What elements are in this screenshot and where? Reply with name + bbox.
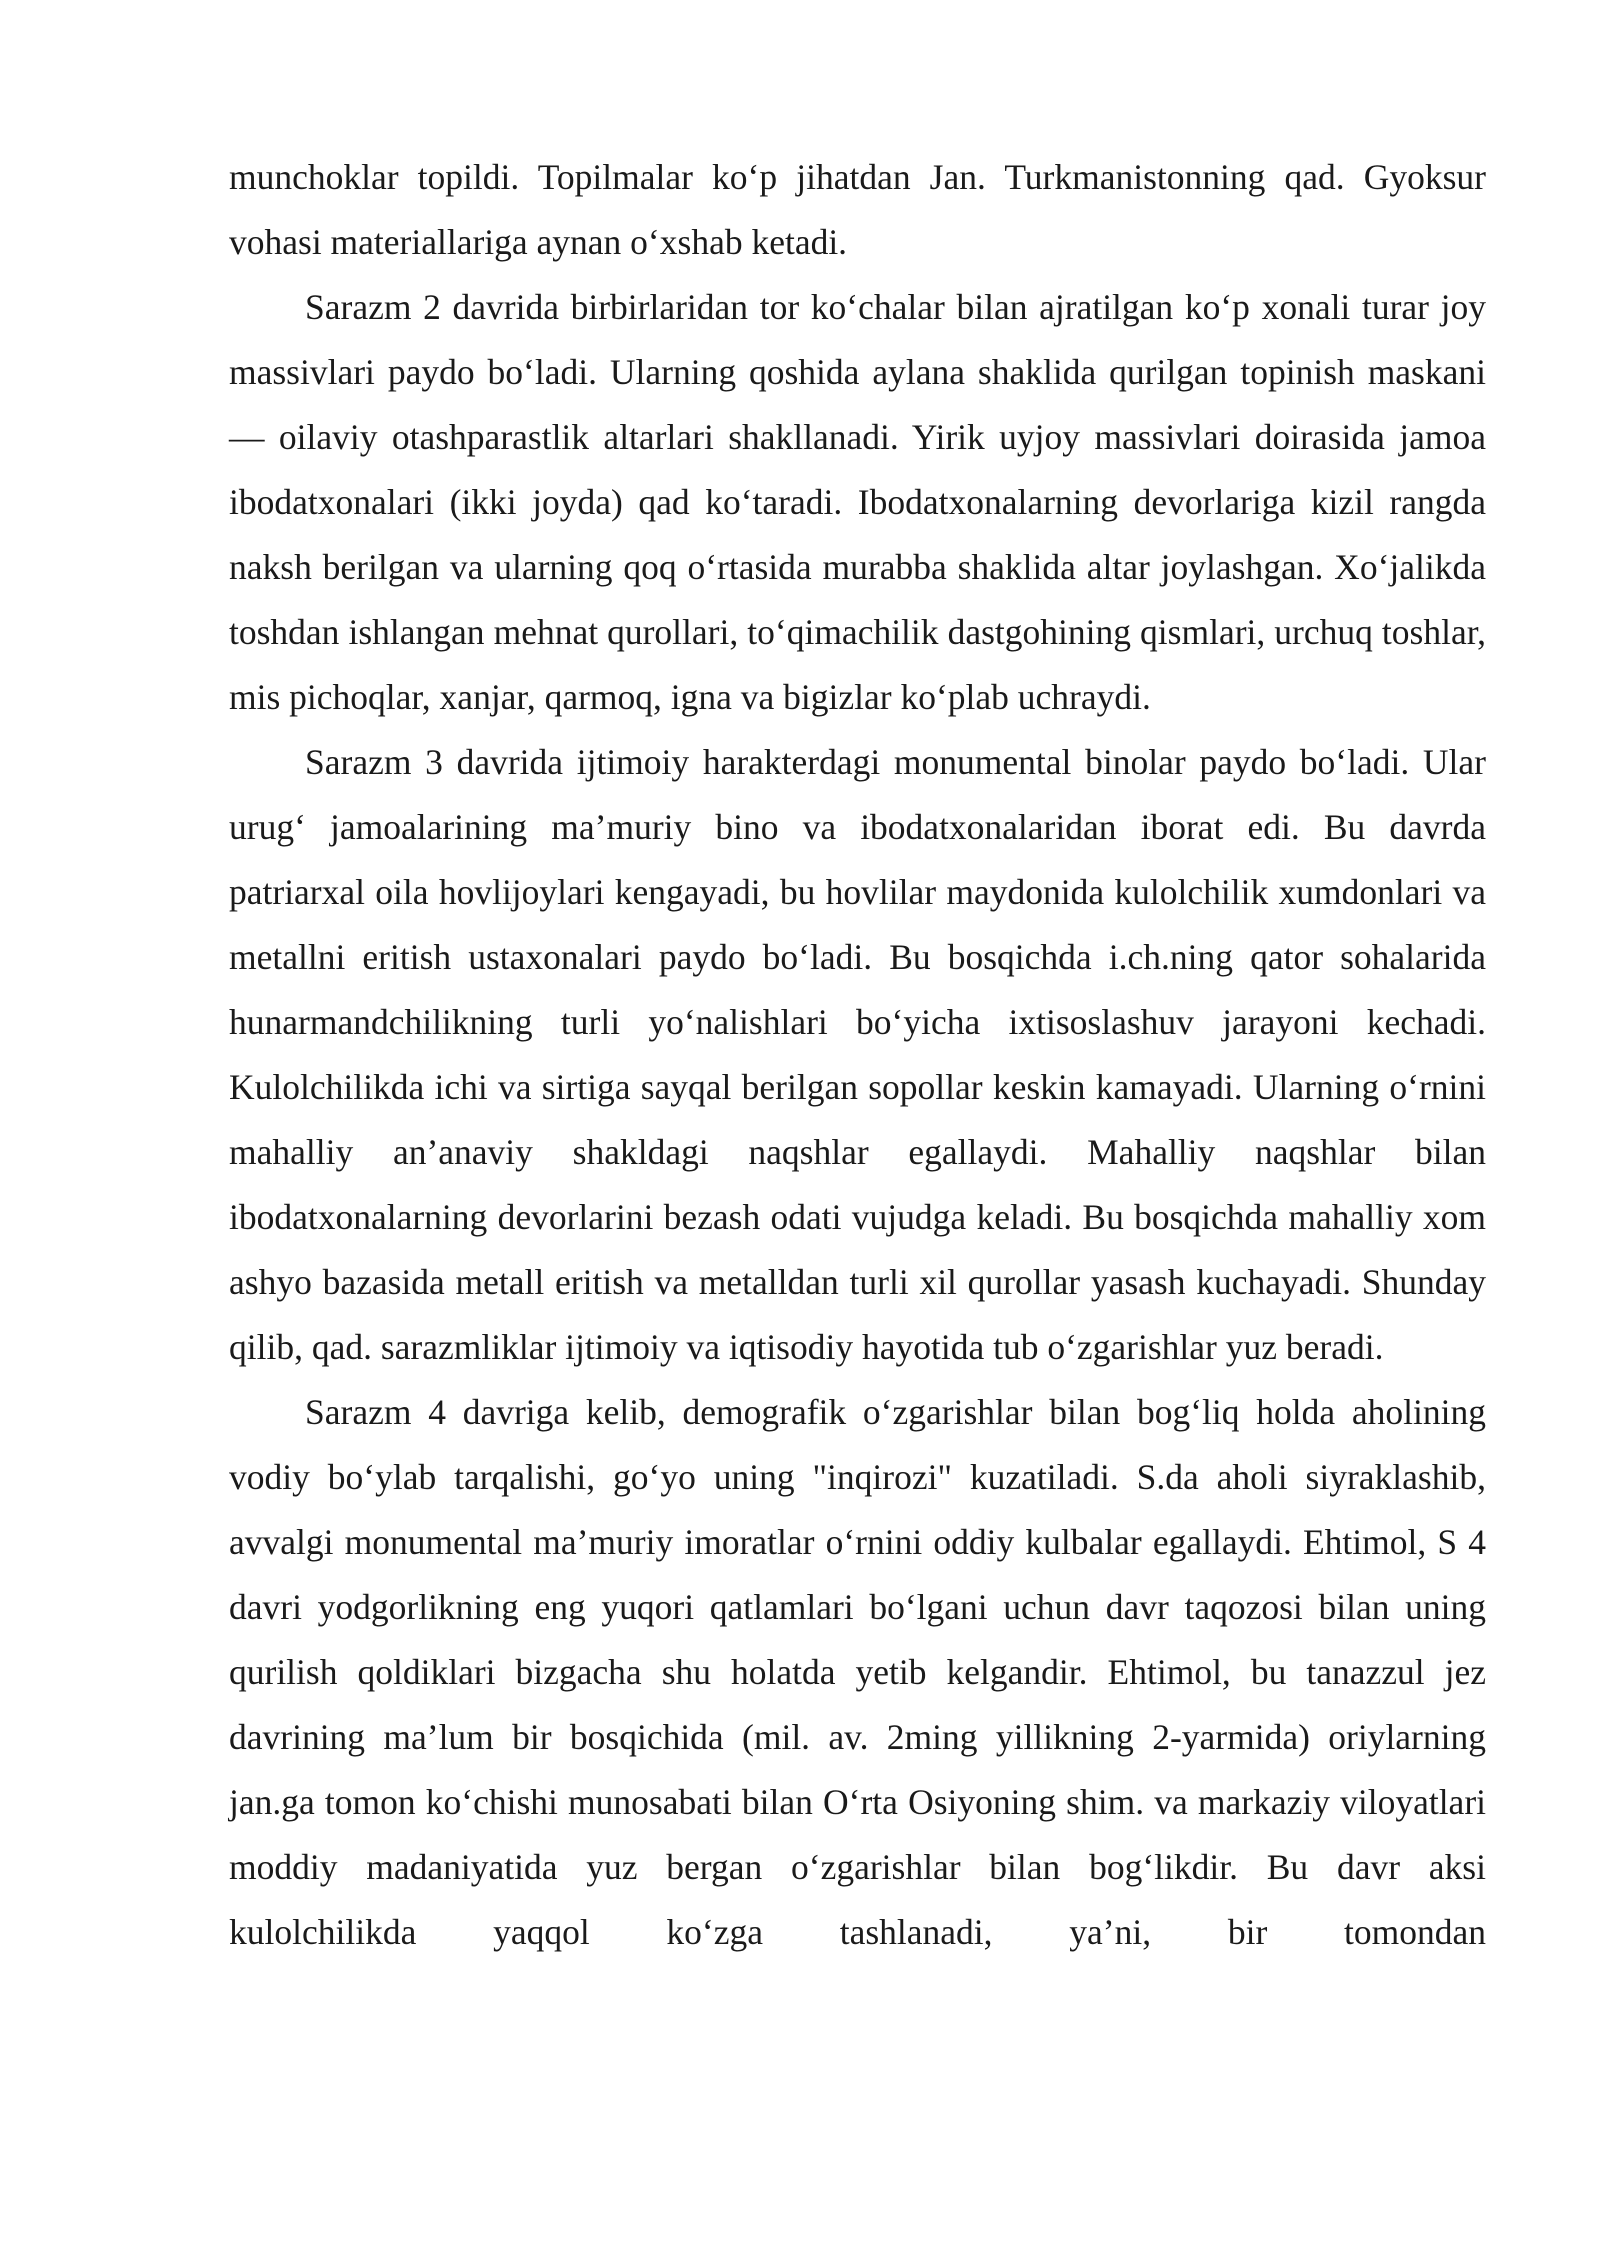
paragraph-last: Sarazm 4 davriga kelib, demografik o‘zgarishlar bilan bog‘liq holda aholining vodiy bo‘ylab tarqalishi, go‘yo uning "inqirozi" kuzatiladi. S.da aholi siyraklashib, avvalgi monumental ma’muriy imoratlar o‘rnini oddiy kulbalar egallaydi. Ehtimol, S 4 davri yodgorlikning eng yuqori qatlamlari bo‘lgani uchun davr taqozosi bilan uning qurilish qoldiklari bizgacha shu holatda yetib kelgandir. Ehtimol, bu tanazzul jez davrining ma’lum bir bosqichida (mil. av. 2ming yillikning 2-yarmida) oriylarning jan.ga tomon ko‘chishi munosabati bilan O‘rta Osiyoning shim. va markaziy viloyatlari moddiy madaniyatida yuz bergan o‘zgarishlar bilan bog‘likdir. Bu davr aksi kulolchilikda yaqqol ko‘zga tashlanadi, ya’ni, bir tomondan [229, 1392, 1486, 1952]
paragraph: Sarazm 2 davrida birbirlaridan tor ko‘chalar bilan ajratilgan ko‘p xonali turar joy massivlari paydo bo‘ladi. Ularning qoshida aylana shaklida qurilgan topinish maskani — oilaviy otashparastlik altarlari shakllanadi. Yirik uyjoy massivlari doirasida jamoa ibodatxonalari (ikki joyda) qad ko‘taradi. Ibodatxonalarning devorlariga kizil rangda naksh berilgan va ularning qoq o‘rtasida murabba shaklida altar joylashgan. Xo‘jalikda toshdan ishlangan mehnat qurollari, to‘qimachilik dastgohining qismlari, urchuq toshlar, mis pichoqlar, xanjar, qarmoq, igna va bigizlar ko‘plab uchraydi. [229, 287, 1486, 717]
paragraph: Sarazm 3 davrida ijtimoiy harakterdagi monumental binolar paydo bo‘ladi. Ular urug‘ jamoalarining ma’muriy bino va ibodatxonalaridan iborat edi. Bu davrda patriarxal oila hovlijoylari kengayadi, bu hovlilar maydonida kulolchilik xumdonlari va metallni eritish ustaxonalari paydo bo‘ladi. Bu bosqichda i.ch.ning qator sohalarida hunarmandchilikning turli yo‘nalishlari bo‘yicha ixtisoslashuv jarayoni kechadi. Kulolchilikda ichi va sirtiga sayqal berilgan sopollar keskin kamayadi. Ularning o‘rnini mahalliy an’anaviy shakldagi naqshlar egallaydi. Mahalliy naqshlar bilan ibodatxonalarning devorlarini bezash odati vujudga keladi. Bu bosqichda mahalliy xom ashyo bazasida metall eritish va metalldan turli xil qurollar yasash kuchayadi. Shunday qilib, qad. sarazmliklar ijtimoiy va iqtisodiy hayotida tub o‘zgarishlar yuz beradi. [229, 742, 1486, 1367]
paragraph: munchoklar topildi. Topilmalar ko‘p jihatdan Jan. Turkmanistonning qad. Gyoksur vohasi materiallariga aynan o‘xshab ketadi. [229, 157, 1486, 262]
document-body [229, 145, 1486, 1965]
